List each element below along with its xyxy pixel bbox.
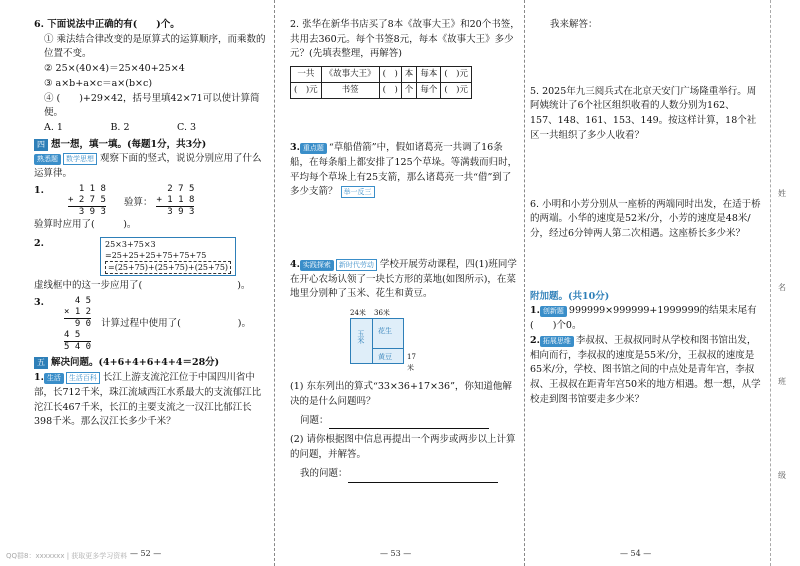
bean-label: 黄豆 [378, 353, 392, 362]
tag-badge: 创新题 [540, 306, 567, 317]
question-6: 6. 小明和小芳分别从一座桥的两端同时出发，在适于桥的两端。小华的速度是52米/分，小芳的速度是48米/分，经过6分钟两人第二次相遇。这座桥长多少米？ [530, 198, 761, 240]
section-title: 想一想，填一填。(每题1分，共3分) [51, 138, 207, 150]
page-53 [290, 18, 520, 483]
width-label: 36米 [374, 309, 390, 318]
section-4-header [34, 138, 266, 153]
question-3: 3. 重点题 “草船借箭”中，假如诸葛亮一共调了16条船，在每条船上都安排了125个草垛。等满载而归时，平均每个草垛上有25支箭，那么诸葛亮一共“借”到了多少支箭？ 举一反三 [290, 142, 518, 198]
sub-question-2: (2) 请你根据图中信息再提出一个两步或两步以上计算的问题，并解答。 [290, 434, 516, 461]
check-label: 验算： [123, 196, 153, 208]
tag-badge: 数学思想 [63, 153, 97, 165]
page-number: — 53 — [380, 548, 412, 558]
divider-line [372, 318, 373, 364]
solve-label: 我来解答： [550, 19, 598, 30]
bonus-2: 2. 拓展思维 李叔叔、王叔叔同时从学校和图书馆出发，相向而行，李叔叔的速度是55米/分，王叔叔的速度是65米/分，学校、图书馆之间的中点处是青年宫，李叔叔、王叔叔在距青年宫50米的地方相遇。想一想，从学校走到图书馆要走多少米？ [530, 334, 761, 405]
observe-prompt: 熟悉题 数学思想 观察下面的竖式，说说分别应用了什么运算律。 [34, 153, 262, 180]
link-badge[interactable]: 举一反三 [341, 186, 375, 198]
section-number: 五 [34, 357, 48, 369]
answer-line[interactable]: 我的问题： [290, 467, 520, 483]
side-label: 姓 [778, 189, 786, 198]
dashed-step: =(25+75)+(25+75)+(25+75) [105, 261, 231, 274]
vertical-check: 2 7 5 + 1 1 8 3 9 3 [156, 183, 195, 217]
answer-blank[interactable]: 验算时应用了( )。 [34, 218, 137, 230]
tag-badge: 新时代劳动 [336, 259, 377, 271]
page-number: — 52 — [130, 548, 162, 558]
table-row: ( )元 书签 ( ) 个 每个 ( )元 [291, 83, 472, 99]
tag-badge: 重点题 [300, 143, 327, 154]
answer-line[interactable]: 问题： [290, 414, 520, 430]
width-label: 24米 [350, 309, 366, 318]
height-label: 17米 [407, 353, 416, 373]
option-text: ③ a×b+a×c＝a×(b×c) [44, 77, 153, 89]
section-5-header [34, 356, 266, 371]
bonus-title: 附加题。(共10分) [530, 290, 610, 302]
question-2: 2. 张华在新华书店买了8本《故事大王》和20个书签，共用去360元。每个书签8元，每本《故事大王》多少元？(先填表整理，再解答) [290, 19, 520, 60]
tag-badge: 生活 [44, 373, 64, 384]
tag-badge: 熟悉题 [34, 154, 61, 165]
choices: A. 1 B. 2 C. 3 [44, 122, 197, 134]
tag-badge: 拓展思维 [540, 336, 574, 347]
divider-line [372, 348, 404, 349]
column-divider [524, 0, 525, 566]
column-divider [274, 0, 275, 566]
answer-blank[interactable]: 虚线框中的这一步应用了( )。 [34, 279, 251, 291]
sub-question-1: (1) 东东列出的算式“33×36+17×36”，你知道他解决的是什么问题吗？ [290, 381, 512, 407]
option-text: ④ ( )+29×42，括号里填42×71可以使计算简便。 [44, 92, 260, 119]
fill-q2: 2. 25×3+75×3 =25+25+25+75+75+75 =(25+75)+(25+75)+(25+75) [34, 237, 266, 276]
fill-q1: 1. 1 1 8 + 2 7 5 3 9 3 验算： 2 7 5 + 1 1 8 3 9 3 [34, 183, 195, 217]
section-title: 解决问题。(4+6+4+6+4+4＝28分) [51, 357, 220, 369]
binding-line [770, 0, 771, 566]
page-54 [530, 18, 762, 408]
vertical-addition: 1 1 8 + 2 7 5 3 9 3 [68, 183, 106, 217]
vertical-multiplication: 4 5 × 1 2 9 0 4 5 5 4 0 [64, 296, 92, 353]
tag-badge: 实践探索 [300, 260, 334, 271]
option-text: ① 乘法结合律改变的是原算式的运算顺序，而乘数的 [44, 33, 266, 45]
corn-label: 玉米 [356, 330, 365, 345]
page-number: — 54 — [620, 548, 652, 558]
section-number: 四 [34, 139, 48, 151]
side-label: 级 [778, 471, 786, 480]
side-label: 名 [778, 283, 786, 292]
question-4: 4. 实践探索 新时代劳动 学校开展劳动课程，四(1)班同学在开心农场认领了一块长方形的菜地(如图所示)，在菜地里分别种了玉米、花生和黄豆。 [290, 259, 517, 300]
peanut-label: 花生 [378, 327, 392, 336]
fill-table [290, 66, 472, 99]
page-52 [34, 18, 266, 430]
calc-box: 25×3+75×3 =25+25+25+75+75+75 =(25+75)+(25+75)+(25+75) [100, 237, 236, 276]
question-6: 6. 下面说法中正确的有( )个。 [34, 19, 180, 30]
option-text: ② 25×(40×4)＝25×40+25×4 [44, 63, 185, 75]
table-row: 一共 《故事大王》 ( ) 本 每本 ( )元 [291, 67, 472, 83]
garden-diagram [350, 308, 420, 376]
question-5: 5. 2025年九三阅兵式在北京天安门广场隆重举行。周阿姨统计了6个社区组织收看的人数分别为162、157、148、161、153、149。按这样计算，18个社区一共组织了多少人收看？ [530, 85, 757, 141]
watermark: QQ群8：xxxxxxx | 获取更多学习资料 [6, 552, 128, 561]
answer-blank[interactable]: 计算过程中使用了( )。 [101, 318, 252, 330]
option-text: 位置不变。 [44, 48, 92, 60]
side-label: 班 [778, 377, 786, 386]
bonus-1: 1. 创新题 999999×999999+1999999的结果末尾有( )个0。 [530, 305, 757, 332]
tag-badge: 生活百科 [66, 372, 100, 384]
fill-q3: 3. 4 5 × 1 2 9 0 4 5 5 4 0 计算过程中使用了( )。 [34, 296, 252, 353]
word-problem-1: 1. 生活 生活百科 长江上游支流沱江位于中国四川省中部，长712千米，珠江流域西江水系最大的支流郁江比沱江长467千米，长江的主要支流之一汉江比郁江长398千米。那么汉江长多少千米？ [34, 372, 262, 428]
